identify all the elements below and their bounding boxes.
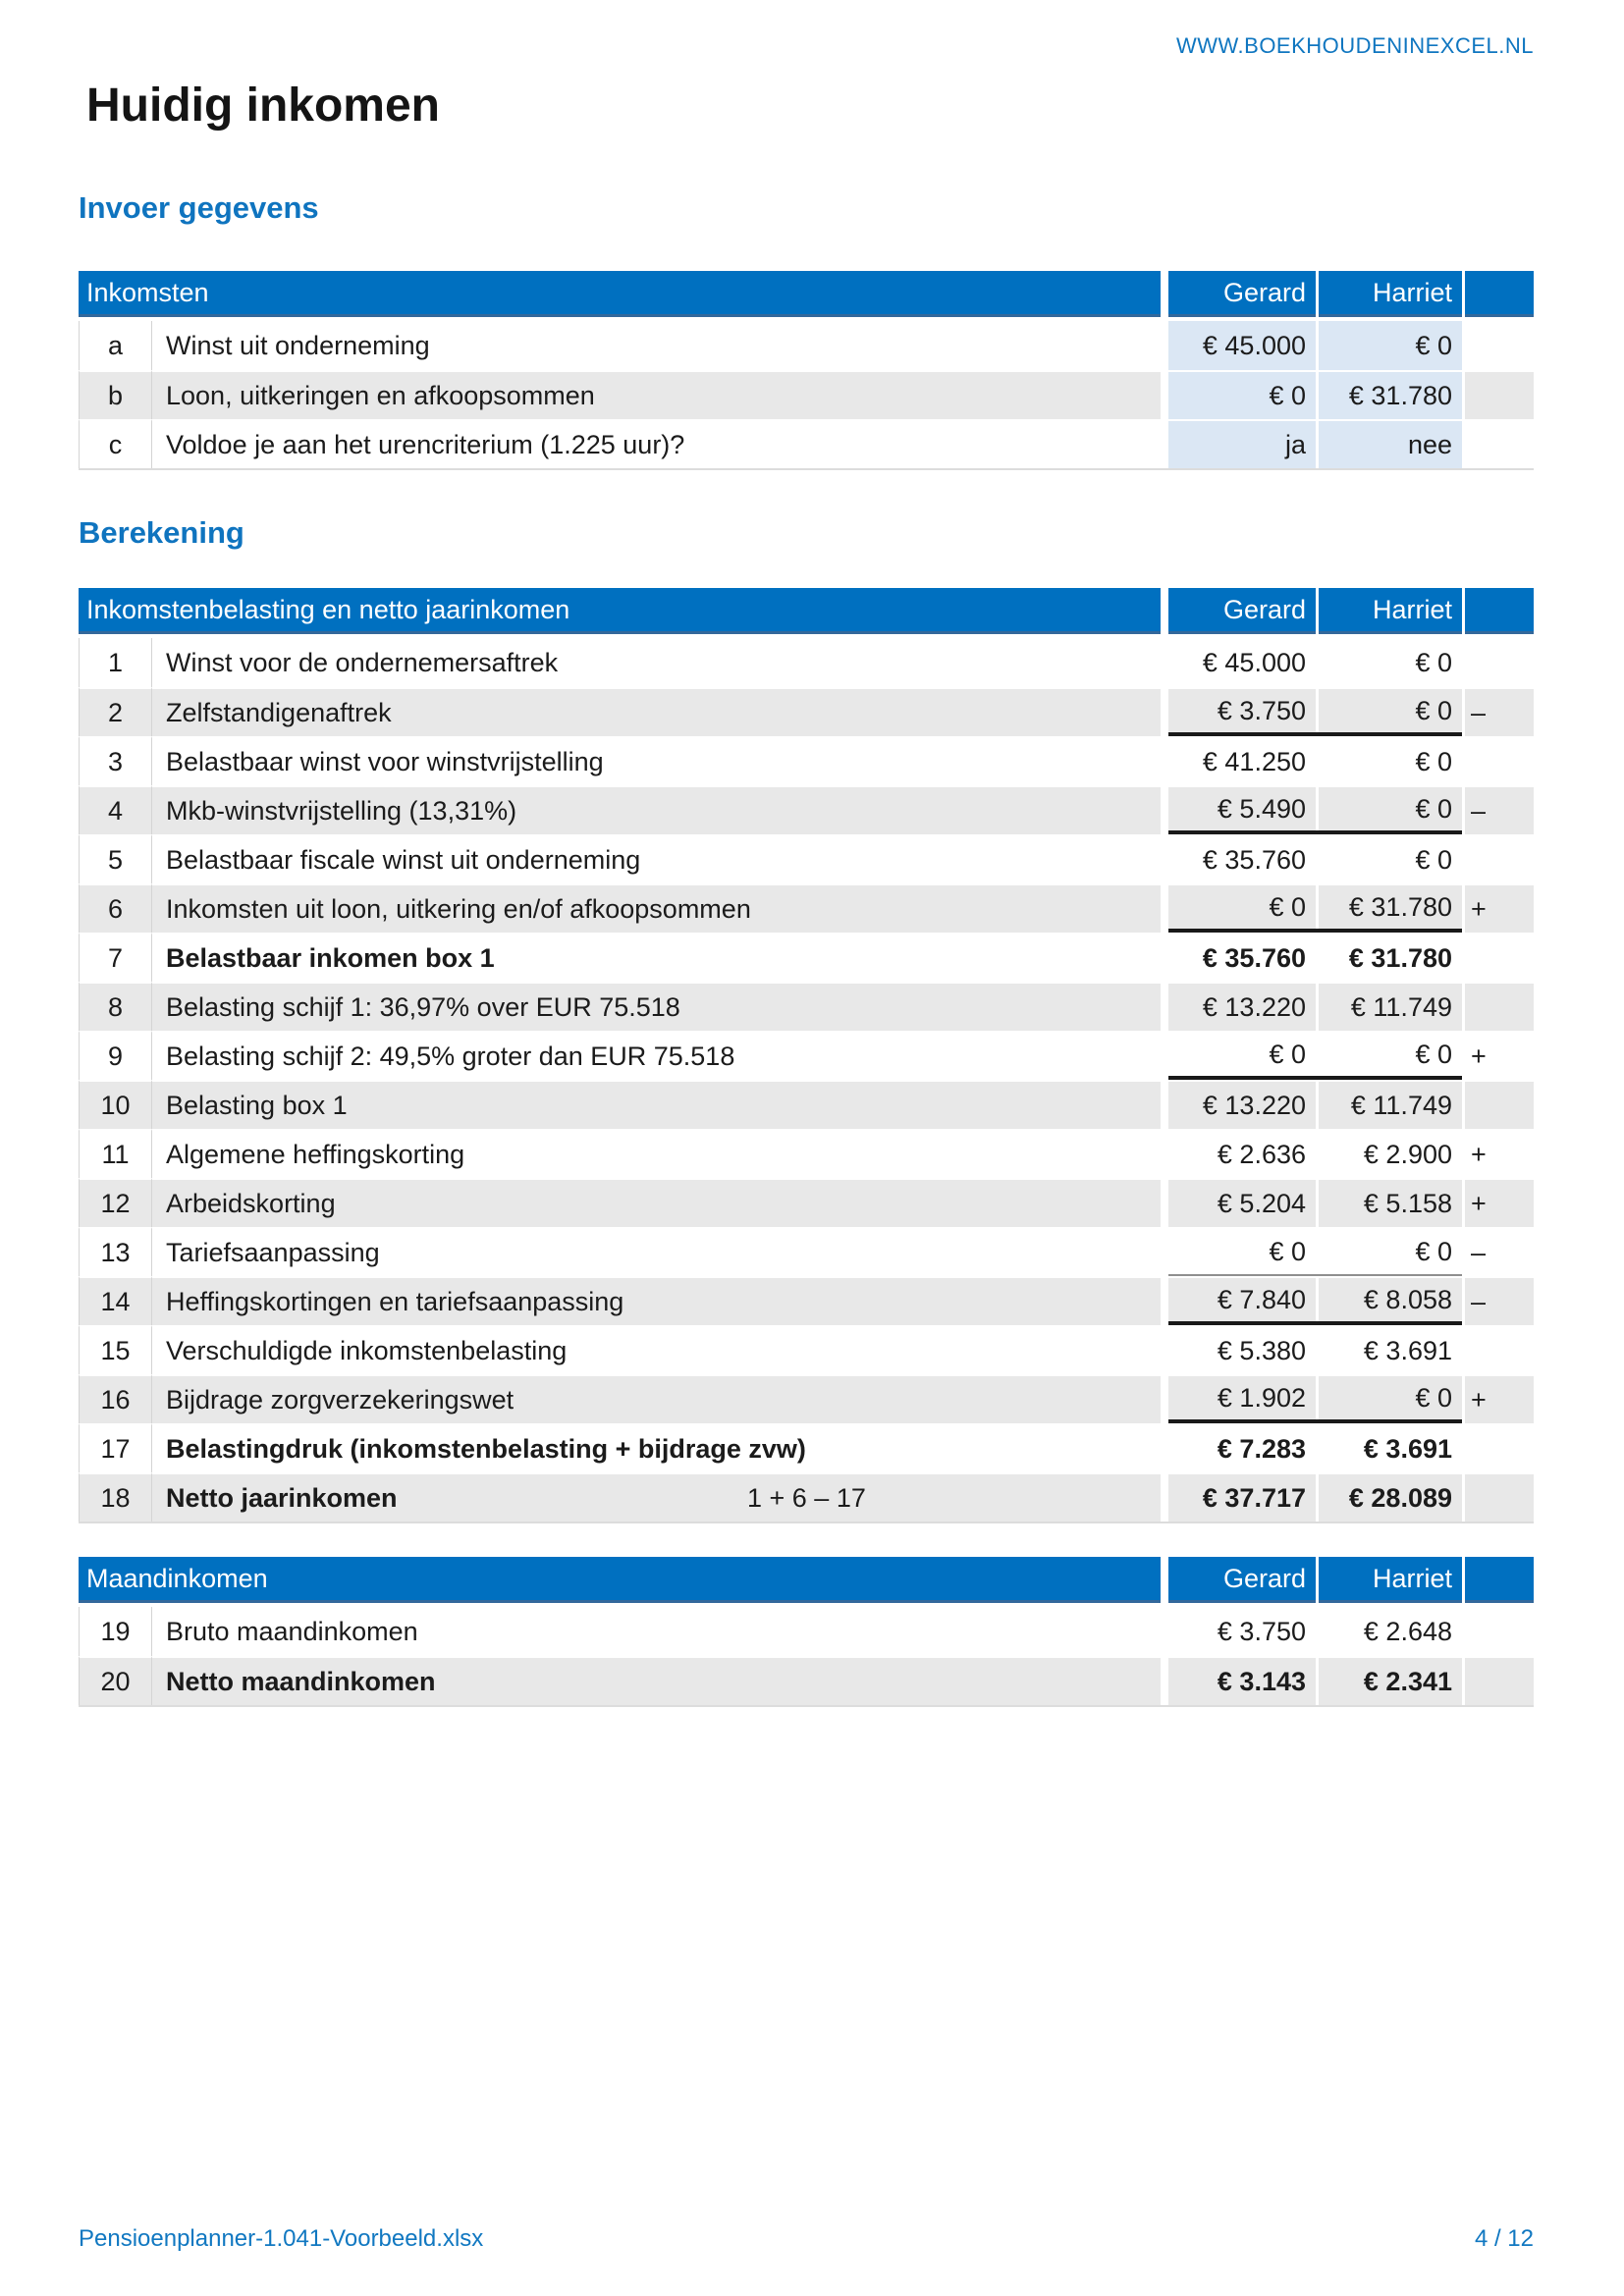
column-gap	[1161, 370, 1168, 419]
value-harriet: € 11.749	[1319, 982, 1462, 1031]
row-number: 10	[79, 1080, 151, 1129]
value-gerard: € 3.143	[1168, 1656, 1316, 1705]
row-number: 5	[79, 834, 151, 883]
operator-cell	[1465, 834, 1534, 883]
row-label: Belastingdruk (inkomstenbelasting + bijdrage zvw)	[151, 1423, 1161, 1472]
table-row	[79, 321, 1534, 370]
value-harriet: € 2.900	[1319, 1129, 1462, 1178]
value-harriet: € 11.749	[1319, 1080, 1462, 1129]
value-gerard: € 5.380	[1168, 1325, 1316, 1374]
row-number: 4	[79, 785, 151, 834]
row-label: Netto maandinkomen	[151, 1656, 1161, 1705]
footer-filename: Pensioenplanner-1.041-Voorbeeld.xlsx	[79, 2225, 484, 2252]
row-number: 18	[79, 1472, 151, 1522]
table-row	[79, 1276, 1534, 1325]
row-label: Tariefsaanpassing	[151, 1227, 1161, 1276]
value-harriet: € 0	[1319, 687, 1462, 736]
column-header-gerard: Gerard	[1168, 271, 1316, 317]
column-gap	[1161, 1129, 1168, 1178]
value-harriet: € 5.158	[1319, 1178, 1462, 1227]
page-title: Huidig inkomen	[86, 80, 440, 132]
row-label: Verschuldigde inkomstenbelasting	[151, 1325, 1161, 1374]
table-row	[79, 785, 1534, 834]
table-row	[79, 883, 1534, 933]
row-number: 6	[79, 883, 151, 933]
column-gap	[1161, 1374, 1168, 1423]
table-header	[79, 271, 1534, 317]
table-row	[79, 687, 1534, 736]
row-number: b	[79, 370, 151, 419]
operator-cell: –	[1465, 785, 1534, 834]
row-number: 11	[79, 1129, 151, 1178]
value-harriet: € 8.058	[1319, 1276, 1462, 1325]
operator-cell	[1465, 370, 1534, 419]
value-harriet: € 0	[1319, 736, 1462, 785]
column-gap	[1161, 1557, 1168, 1603]
table-row	[79, 1374, 1534, 1423]
operator-cell	[1465, 638, 1534, 687]
column-gap	[1161, 1276, 1168, 1325]
row-label: Arbeidskorting	[151, 1178, 1161, 1227]
row-number: 2	[79, 687, 151, 736]
row-number: 19	[79, 1607, 151, 1656]
value-harriet: € 3.691	[1319, 1325, 1462, 1374]
value-gerard: € 3.750	[1168, 1607, 1316, 1656]
operator-cell: –	[1465, 1276, 1534, 1325]
column-gap	[1161, 1656, 1168, 1705]
value-harriet[interactable]: € 0	[1319, 321, 1462, 370]
operator-cell	[1465, 1607, 1534, 1656]
table-row	[79, 1472, 1534, 1522]
value-gerard: € 13.220	[1168, 1080, 1316, 1129]
table-row	[79, 1129, 1534, 1178]
table-row	[79, 982, 1534, 1031]
column-header-gerard: Gerard	[1168, 1557, 1316, 1603]
section-heading-berekening: Berekening	[79, 515, 244, 550]
operator-cell	[1465, 1325, 1534, 1374]
column-gap	[1161, 271, 1168, 317]
column-header-harriet: Harriet	[1319, 271, 1462, 317]
value-harriet: € 2.648	[1319, 1607, 1462, 1656]
value-gerard: € 7.283	[1168, 1423, 1316, 1472]
value-gerard: € 7.840	[1168, 1276, 1316, 1325]
table-row	[79, 834, 1534, 883]
operator-cell: +	[1465, 1129, 1534, 1178]
column-gap	[1161, 982, 1168, 1031]
table-title-cell: Inkomsten	[79, 271, 1161, 317]
row-number: c	[79, 419, 151, 468]
footer-page-number: 4 / 12	[1474, 2225, 1534, 2252]
column-header-gerard: Gerard	[1168, 588, 1316, 634]
row-number: 13	[79, 1227, 151, 1276]
operator-cell	[1465, 1656, 1534, 1705]
value-gerard: € 37.717	[1168, 1472, 1316, 1522]
column-gap	[1161, 933, 1168, 982]
row-label: Netto jaarinkomen 1 + 6 – 17	[151, 1472, 1161, 1522]
operator-cell: +	[1465, 1178, 1534, 1227]
header-end-cell	[1465, 588, 1534, 634]
row-label: Belasting schijf 1: 36,97% over EUR 75.518	[151, 982, 1161, 1031]
value-gerard[interactable]: ja	[1168, 419, 1316, 468]
row-number: 12	[79, 1178, 151, 1227]
table-row	[79, 933, 1534, 982]
table-body	[79, 1607, 1534, 1707]
column-header-harriet: Harriet	[1319, 1557, 1462, 1603]
row-label: Bijdrage zorgverzekeringswet	[151, 1374, 1161, 1423]
table-row	[79, 1656, 1534, 1705]
operator-cell: +	[1465, 1031, 1534, 1080]
value-harriet: € 0	[1319, 1227, 1462, 1276]
row-label: Winst uit onderneming	[151, 321, 1161, 370]
column-gap	[1161, 638, 1168, 687]
table-row	[79, 1607, 1534, 1656]
row-label: Winst voor de ondernemersaftrek	[151, 638, 1161, 687]
value-gerard[interactable]: € 0	[1168, 370, 1316, 419]
section-heading-invoer-gegevens: Invoer gegevens	[79, 190, 319, 225]
value-harriet[interactable]: nee	[1319, 419, 1462, 468]
row-label: Loon, uitkeringen en afkoopsommen	[151, 370, 1161, 419]
row-label: Zelfstandigenaftrek	[151, 687, 1161, 736]
value-harriet: € 31.780	[1319, 883, 1462, 933]
value-gerard: € 5.490	[1168, 785, 1316, 834]
header-end-cell	[1465, 271, 1534, 317]
column-gap	[1161, 419, 1168, 468]
row-number: 9	[79, 1031, 151, 1080]
row-number: 17	[79, 1423, 151, 1472]
header-end-cell	[1465, 1557, 1534, 1603]
value-harriet: € 2.341	[1319, 1656, 1462, 1705]
table-header	[79, 1557, 1534, 1603]
row-label: Belastbaar winst voor winstvrijstelling	[151, 736, 1161, 785]
column-gap	[1161, 687, 1168, 736]
column-gap	[1161, 1178, 1168, 1227]
row-number: 14	[79, 1276, 151, 1325]
column-gap	[1161, 1325, 1168, 1374]
operator-cell: –	[1465, 1227, 1534, 1276]
row-label: Belasting box 1	[151, 1080, 1161, 1129]
operator-cell	[1465, 933, 1534, 982]
table-row	[79, 1080, 1534, 1129]
operator-cell	[1465, 736, 1534, 785]
value-harriet[interactable]: € 31.780	[1319, 370, 1462, 419]
value-gerard: € 5.204	[1168, 1178, 1316, 1227]
row-label: Bruto maandinkomen	[151, 1607, 1161, 1656]
column-gap	[1161, 588, 1168, 634]
column-gap	[1161, 1080, 1168, 1129]
column-gap	[1161, 785, 1168, 834]
operator-cell: +	[1465, 1374, 1534, 1423]
table-header	[79, 588, 1534, 634]
column-gap	[1161, 883, 1168, 933]
value-gerard: € 2.636	[1168, 1129, 1316, 1178]
value-gerard[interactable]: € 45.000	[1168, 321, 1316, 370]
value-gerard: € 35.760	[1168, 834, 1316, 883]
row-label: Belasting schijf 2: 49,5% groter dan EUR 75.518	[151, 1031, 1161, 1080]
column-gap	[1161, 1423, 1168, 1472]
row-formula: 1 + 6 – 17	[747, 1482, 866, 1513]
page-footer	[79, 2225, 1534, 2253]
row-label: Inkomsten uit loon, uitkering en/of afkoopsommen	[151, 883, 1161, 933]
row-label: Belastbaar fiscale winst uit onderneming	[151, 834, 1161, 883]
column-gap	[1161, 1031, 1168, 1080]
column-gap	[1161, 1227, 1168, 1276]
row-number: 1	[79, 638, 151, 687]
value-harriet: € 0	[1319, 638, 1462, 687]
value-harriet: € 28.089	[1319, 1472, 1462, 1522]
value-gerard: € 3.750	[1168, 687, 1316, 736]
operator-cell	[1465, 982, 1534, 1031]
operator-cell: +	[1465, 883, 1534, 933]
operator-cell	[1465, 1472, 1534, 1522]
value-gerard: € 0	[1168, 1227, 1316, 1276]
value-gerard: € 0	[1168, 883, 1316, 933]
value-harriet: € 0	[1319, 785, 1462, 834]
value-gerard: € 45.000	[1168, 638, 1316, 687]
value-gerard: € 35.760	[1168, 933, 1316, 982]
row-number: a	[79, 321, 151, 370]
value-gerard: € 41.250	[1168, 736, 1316, 785]
row-number: 7	[79, 933, 151, 982]
value-harriet: € 0	[1319, 1374, 1462, 1423]
column-header-harriet: Harriet	[1319, 588, 1462, 634]
row-number: 8	[79, 982, 151, 1031]
value-harriet: € 0	[1319, 834, 1462, 883]
value-gerard: € 13.220	[1168, 982, 1316, 1031]
column-gap	[1161, 1472, 1168, 1522]
operator-cell	[1465, 321, 1534, 370]
table-row	[79, 1325, 1534, 1374]
operator-cell	[1465, 1080, 1534, 1129]
table-inkomstenbelasting	[79, 588, 1534, 1523]
table-inkomsten	[79, 271, 1534, 470]
table-maandinkomen	[79, 1557, 1534, 1707]
row-number: 15	[79, 1325, 151, 1374]
website-url: WWW.BOEKHOUDENINEXCEL.NL	[1175, 33, 1534, 58]
operator-cell: –	[1465, 687, 1534, 736]
value-harriet: € 0	[1319, 1031, 1462, 1080]
row-label: Algemene heffingskorting	[151, 1129, 1161, 1178]
column-gap	[1161, 834, 1168, 883]
row-number: 20	[79, 1656, 151, 1705]
row-label: Mkb-winstvrijstelling (13,31%)	[151, 785, 1161, 834]
row-number: 3	[79, 736, 151, 785]
row-label: Voldoe je aan het urencriterium (1.225 uur)?	[151, 419, 1161, 468]
column-gap	[1161, 1607, 1168, 1656]
value-gerard: € 0	[1168, 1031, 1316, 1080]
column-gap	[1161, 736, 1168, 785]
table-row	[79, 1423, 1534, 1472]
table-row	[79, 736, 1534, 785]
value-harriet: € 31.780	[1319, 933, 1462, 982]
column-gap	[1161, 321, 1168, 370]
value-gerard: € 1.902	[1168, 1374, 1316, 1423]
row-label: Belastbaar inkomen box 1	[151, 933, 1161, 982]
table-title-cell: Inkomstenbelasting en netto jaarinkomen	[79, 588, 1161, 634]
table-body	[79, 638, 1534, 1523]
operator-cell	[1465, 419, 1534, 468]
table-row	[79, 1178, 1534, 1227]
table-row	[79, 1227, 1534, 1276]
table-title-cell: Maandinkomen	[79, 1557, 1161, 1603]
table-row	[79, 1031, 1534, 1080]
value-harriet: € 3.691	[1319, 1423, 1462, 1472]
table-row	[79, 419, 1534, 468]
row-label: Heffingskortingen en tariefsaanpassing	[151, 1276, 1161, 1325]
table-body	[79, 321, 1534, 470]
table-row	[79, 638, 1534, 687]
operator-cell	[1465, 1423, 1534, 1472]
table-row	[79, 370, 1534, 419]
row-number: 16	[79, 1374, 151, 1423]
